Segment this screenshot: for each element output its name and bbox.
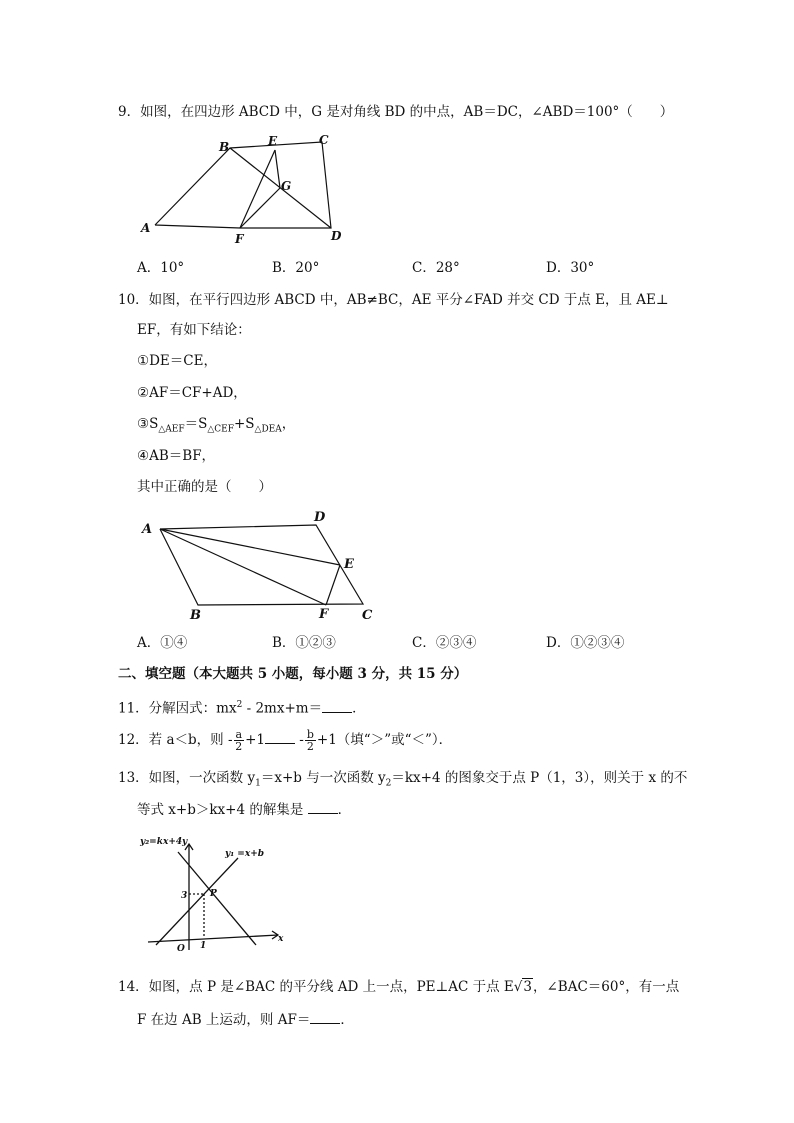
q10-parallelogram [160, 525, 363, 605]
q9-segment-gf [240, 188, 280, 228]
q9-label-c: C [319, 133, 329, 147]
q10-label-a: A [142, 522, 153, 537]
q10-segment-af [160, 529, 326, 605]
q10-stem-2: EF，有如下结论： [137, 322, 251, 338]
q10-label-d: D [314, 510, 326, 525]
q12-answer-blank[interactable] [265, 731, 295, 744]
q9-stem: 9．如图，在四边形 ABCD 中，G 是对角线 BD 的中点，AB＝DC，∠ABD＝100°（ ） [118, 104, 674, 120]
q12: 12．若 a＜b，则 - $\frac{a}{2}$ +1 - $\frac{b}{2}$ +1（填“＞”或“＜”）． [118, 728, 453, 753]
q9-option-d: D．30° [546, 260, 595, 276]
q13-label-origin: O [177, 944, 185, 954]
q12-fraction-a: $\frac{a}{2}$ [235, 728, 243, 753]
q11-answer-blank[interactable] [322, 700, 352, 713]
q9-option-b: B．20° [272, 260, 320, 276]
q13-label-y-axis: y [182, 837, 188, 847]
q10-conclusion-4: ④AB＝BF， [137, 448, 216, 464]
q13-line-y2 [178, 852, 256, 945]
section-2-title: 二、填空题（本大题共 5 小题，每小题 3 分，共 15 分） [118, 666, 468, 682]
q10-question: 其中正确的是（ ） [137, 479, 272, 495]
q13-label-p: P [210, 889, 217, 899]
q10-figure [138, 505, 383, 625]
q9-figure [135, 128, 350, 248]
q14-answer-blank[interactable] [310, 1011, 340, 1024]
q10-label-f: F [319, 607, 329, 622]
q9-segment-ef [240, 150, 275, 228]
q9-label-f: F [235, 232, 244, 246]
q9-segment-eg [275, 150, 280, 188]
q10-label-b: B [190, 608, 201, 623]
q13-answer-blank[interactable] [308, 801, 338, 814]
q14-line-2: F 在边 AB 上运动，则 AF＝ ． [137, 1012, 354, 1028]
q10-option-c: C．②③④ [412, 635, 477, 651]
q13-label-y2: y₂=kx+4 [140, 837, 183, 847]
q9-label-a: A [141, 221, 151, 235]
q9-option-c: C．28° [412, 260, 460, 276]
q13-label-3: 3 [181, 891, 188, 901]
q10-label-e: E [344, 557, 354, 572]
q13-line-2: 等式 x+b＞kx+4 的解集是 ． [137, 802, 352, 818]
q12-fraction-b: $\frac{b}{2}$ [306, 728, 314, 753]
q13-figure [138, 830, 298, 955]
q13-label-1: 1 [200, 941, 207, 951]
q13-x-axis [148, 935, 278, 942]
q9-label-e: E [268, 134, 278, 148]
q10-label-c: C [362, 608, 373, 623]
q9-label-d: D [331, 229, 342, 243]
q10-conclusion-1: ①DE＝CE， [137, 353, 217, 369]
q10-conclusion-2: ②AF＝CF+AD， [137, 385, 247, 401]
q10-option-a: A．①④ [137, 635, 188, 651]
q9-option-a: A．10° [137, 260, 185, 276]
q11: 11．分解因式：$mx^2 - 2mx+m=$ ． [118, 700, 366, 717]
q9-label-b: B [219, 140, 230, 154]
q10-segment-ae [160, 529, 340, 565]
q13-line-y1 [156, 858, 238, 945]
q9-label-g: G [281, 179, 292, 193]
q10-stem-1: 10．如图，在平行四边形 ABCD 中，AB≠BC，AE 平分∠FAD 并交 CD 于点 E，且 AE⊥ [118, 292, 669, 308]
q10-option-d: D．①②③④ [546, 635, 625, 651]
q13-line-1: 13．如图，一次函数 $y_1=x+b$ 与一次函数 $y_2=kx+4$ 的图象交于点 P（1，3），则关于 x 的不 [118, 770, 688, 789]
q10-conclusion-3: $③S_{\triangle AEF}=S_{\triangle CEF}+S_{\triangle DEA}$， [137, 416, 296, 435]
q10-segment-ef [326, 565, 340, 605]
q9-quadrilateral [155, 142, 331, 228]
q14-line-1: 14．如图，点 P 是∠BAC 的平分线 AD 上一点，PE⊥AC 于点 E√3，∠BAC＝60°，有一点 [118, 979, 680, 995]
q13-label-y1: y₁ =x+b [225, 849, 265, 859]
q10-option-b: B．①②③ [272, 635, 336, 651]
q13-label-x-axis: x [278, 934, 284, 944]
